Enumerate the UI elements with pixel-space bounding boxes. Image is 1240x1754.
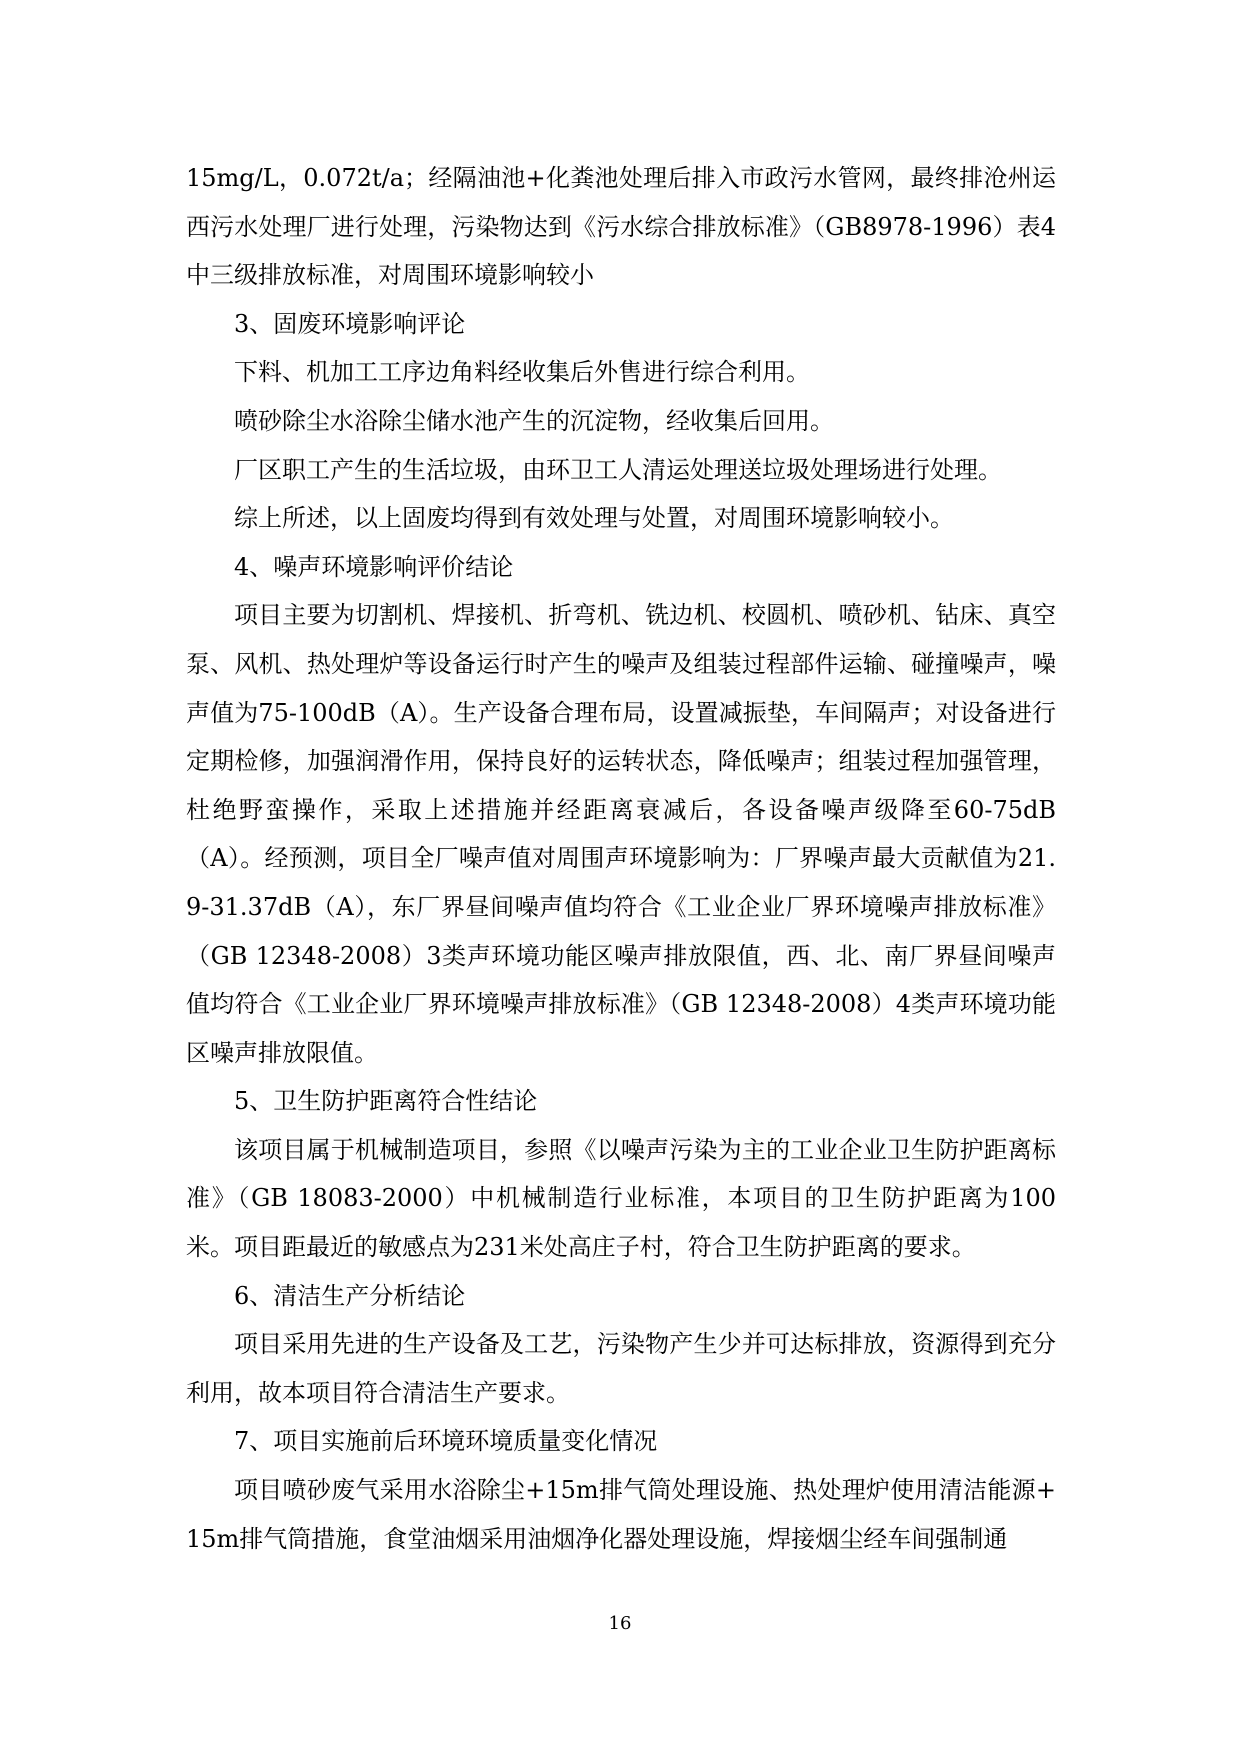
page-number: 16 (608, 1613, 632, 1634)
document-body (186, 154, 1056, 1563)
paragraph-noise-conclusion: 项目主要为切割机、焊接机、折弯机、铣边机、校圆机、喷砂机、钻床、真空泵、风机、热处理炉等设备运行时产生的噪声及组装过程部件运输、碰撞噪声，噪声值为75-100dB（A）。生产设备合理布局，设置减振垫，车间隔声；对设备进行定期检修，加强润滑作用，保持良好的运转状态，降低噪声；组装过程加强管理，杜绝野蛮操作，采取上述措施并经距离衰减后，各设备噪声级降至60-75dB（A）。经预测，项目全厂噪声值对周围声环境影响为：厂界噪声最大贡献值为21.9-31.37dB（A），东厂界昼间噪声值均符合《工业企业厂界环境噪声排放标准》（GB 12348-2008）3类声环境功能区噪声排放限值，西、北、南厂界昼间噪声值均符合《工业企业厂界环境噪声排放标准》（GB 12348-2008）4类声环境功能区噪声排放限值。 (186, 601, 1056, 1067)
paragraph-domestic-waste: 厂区职工产生的生活垃圾，由环卫工人清运处理送垃圾处理场进行处理。 (234, 455, 1002, 484)
paragraph-environment-change: 项目喷砂废气采用水浴除尘+15m排气筒处理设施、热处理炉使用清洁能源+15m排气筒措施，食堂油烟采用油烟净化器处理设施，焊接烟尘经车间强制通 (186, 1476, 1056, 1553)
paragraph-protection-distance: 该项目属于机械制造项目，参照《以噪声污染为主的工业企业卫生防护距离标准》（GB 18083-2000）中机械制造行业标准，本项目的卫生防护距离为100米。项目距最近的敏感点为231米处高庄子村，符合卫生防护距离的要求。 (186, 1135, 1056, 1262)
heading-protection-distance: 5、卫生防护距离符合性结论 (234, 1087, 538, 1116)
heading-clean-production: 6、清洁生产分析结论 (234, 1281, 466, 1310)
heading-noise: 4、噪声环境影响评价结论 (234, 552, 514, 581)
paragraph-scrap-material: 下料、机加工工序边角料经收集后外售进行综合利用。 (234, 358, 810, 387)
paragraph-wastewater-conclusion: 15mg/L，0.072t/a；经隔油池+化粪池处理后排入市政污水管网，最终排沧州运西污水处理厂进行处理，污染物达到《污水综合排放标准》（GB8978-1996）表4中三级排放标准，对周围环境影响较小 (186, 164, 1056, 290)
paragraph-clean-production: 项目采用先进的生产设备及工艺，污染物产生少并可达标排放，资源得到充分利用，故本项目符合清洁生产要求。 (186, 1330, 1056, 1407)
heading-environment-change: 7、项目实施前后环境环境质量变化情况 (234, 1427, 658, 1456)
heading-solid-waste: 3、固废环境影响评论 (234, 309, 466, 338)
paragraph-solid-waste-summary: 综上所述，以上固废均得到有效处理与处置，对周围环境影响较小。 (234, 504, 954, 533)
paragraph-sediment: 喷砂除尘水浴除尘储水池产生的沉淀物，经收集后回用。 (234, 406, 834, 435)
